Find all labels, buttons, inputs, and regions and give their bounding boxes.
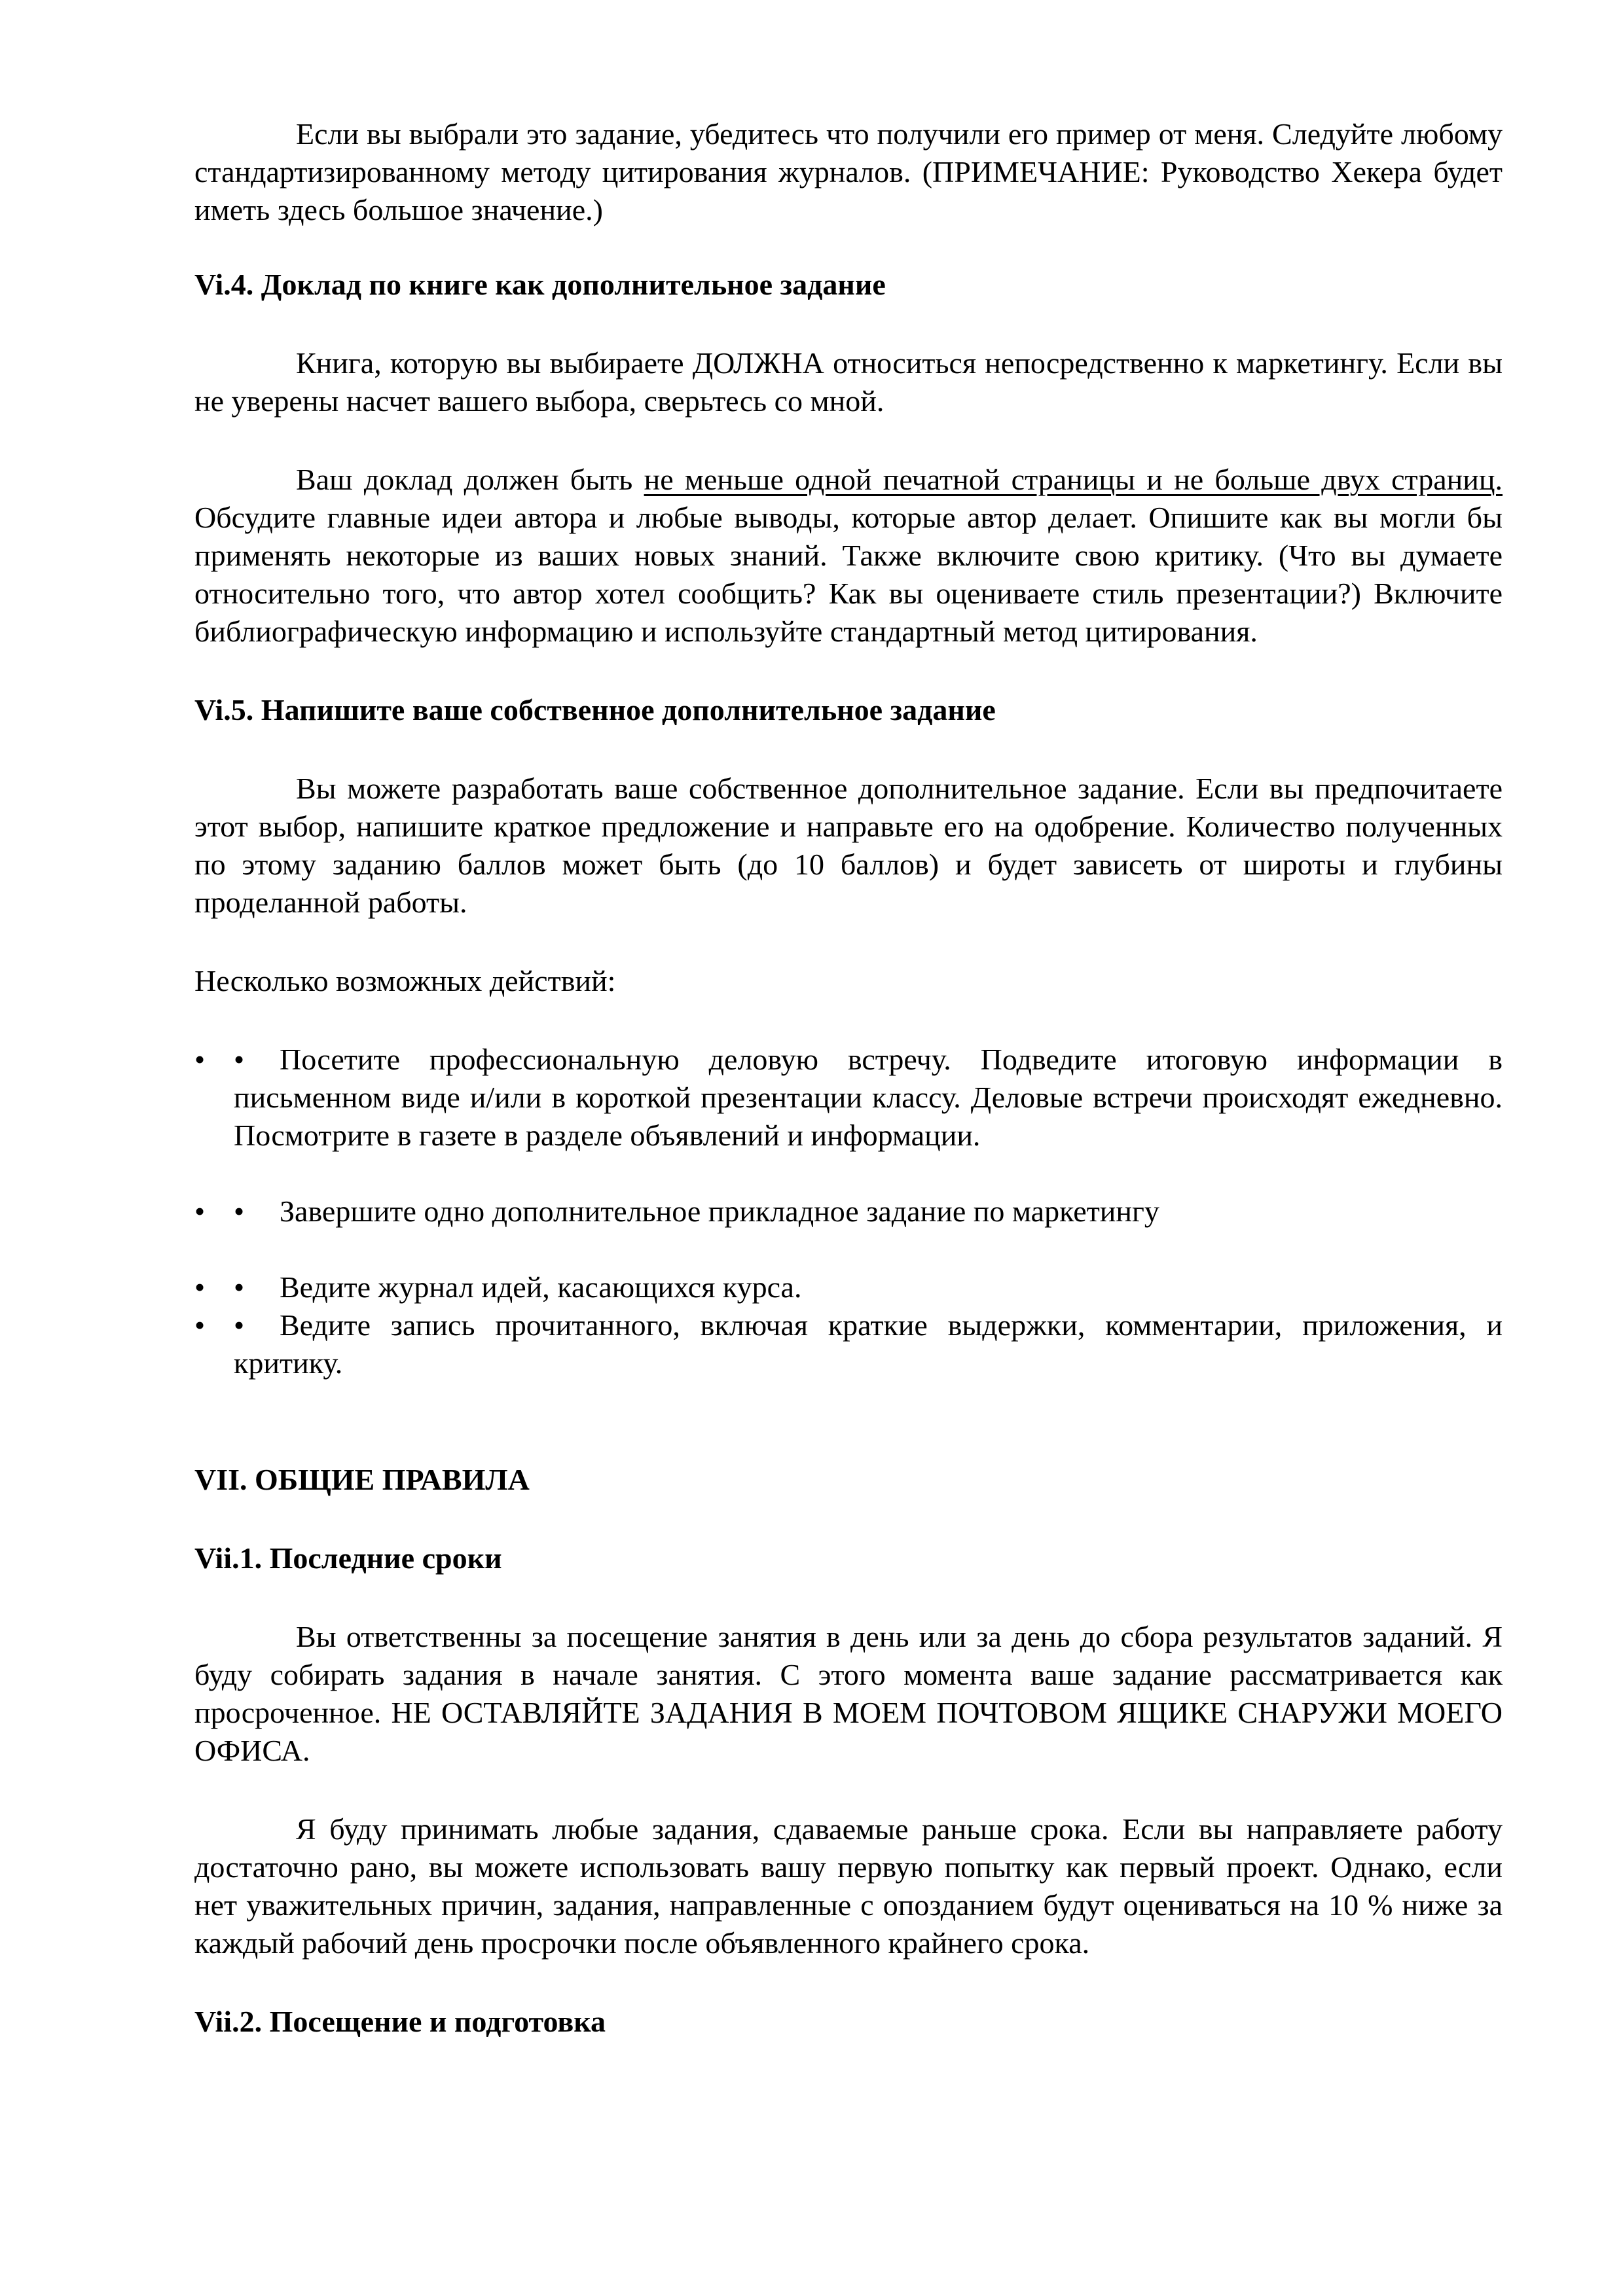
bullet-glyph: •	[234, 1270, 245, 1304]
report-length-underlined: не меньше одной печатной страницы и не больше двух страниц.	[644, 463, 1503, 496]
bullet-glyph: •	[194, 1308, 206, 1342]
list-item-text: Посетите профессиональную деловую встречу. Подведите итоговую информации в письменном виде и/или в короткой презентации классу. Деловые встречи происходят ежедневно. Посмотрите в газете в разделе объявлений и информации.	[234, 1043, 1503, 1152]
heading-vi4: Vi.4. Доклад по книге как дополнительное задание	[194, 268, 886, 301]
heading-vii2: Vii.2. Посещение и подготовка	[194, 2005, 606, 2038]
page-content	[194, 115, 1503, 2041]
list-item	[194, 1268, 1503, 1306]
paragraph-book-choice: Книга, которую вы выбираете ДОЛЖНА относиться непосредственно к маркетингу. Если вы не уверены насчет вашего выбора, сверьтесь со мной.	[194, 346, 1503, 418]
heading-vii1: Vii.1. Последние сроки	[194, 1541, 502, 1575]
paragraph-possible-actions: Несколько возможных действий:	[194, 964, 616, 997]
bullet-glyph: •	[194, 1043, 206, 1076]
paragraph-deadlines: Вы ответственны за посещение занятия в день или за день до сбора результатов заданий. Я буду собирать задания в начале занятия. С этого момента ваше задание рассматривается как просроченное. НЕ ОСТАВЛЯЙТЕ ЗАДАНИЯ В МОЕМ ПОЧТОВОМ ЯЩИКЕ СНАРУЖИ МОЕГО ОФИСА.	[194, 1620, 1503, 1767]
heading-vi5: Vi.5. Напишите ваше собственное дополнительное задание	[194, 693, 996, 726]
paragraph-own-assignment: Вы можете разработать ваше собственное дополнительное задание. Если вы предпочитаете этот выбор, напишите краткое предложение и направьте его на одобрение. Количество полученных по этому заданию баллов может быть (до 10 баллов) и будет зависеть от широты и глубины проделанной работы.	[194, 772, 1503, 919]
actions-list	[194, 1041, 1503, 1382]
bullet-glyph: •	[194, 1194, 206, 1228]
heading-vii: VII. ОБЩИЕ ПРАВИЛА	[194, 1463, 530, 1496]
list-item-text: Ведите запись прочитанного, включая краткие выдержки, комментарии, приложения, и критику.	[234, 1308, 1503, 1380]
report-lead-text: Ваш доклад должен быть	[296, 463, 644, 496]
list-item	[194, 1041, 1503, 1155]
list-item	[194, 1306, 1503, 1382]
paragraph-journal-citation: Если вы выбрали это задание, убедитесь что получили его пример от меня. Следуйте любому стандартизированному методу цитирования журналов. (ПРИМЕЧАНИЕ: Руководство Хекера будет иметь здесь большое значение.)	[194, 117, 1503, 226]
bullet-glyph: •	[234, 1043, 245, 1076]
list-item	[194, 1193, 1503, 1230]
report-rest-text: Обсудите главные идеи автора и любые выводы, которые автор делает. Опишите как вы могли бы применять некоторые из ваших новых знаний. Также включите свою критику. (Что вы думаете относительно того, что автор хотел сообщить? Как вы оцениваете стиль презентации?) Включите библиографическую информацию и используйте стандартный метод цитирования.	[194, 501, 1503, 648]
bullet-glyph: •	[234, 1194, 245, 1228]
bullet-glyph: •	[194, 1270, 206, 1304]
paragraph-early-submission: Я буду принимать любые задания, сдаваемые раньше срока. Если вы направляете работу достаточно рано, вы можете использовать вашу первую попытку как первый проект. Однако, если нет уважительных причин, задания, направленные с опозданием будут оцениваться на 10 % ниже за каждый рабочий день просрочки после объявленного крайнего срока.	[194, 1812, 1503, 1960]
bullet-glyph: •	[234, 1308, 245, 1342]
list-item-text: Завершите одно дополнительное прикладное задание по маркетингу	[280, 1194, 1159, 1228]
paragraph-book-report	[194, 461, 1503, 651]
list-item-text: Ведите журнал идей, касающихся курса.	[280, 1270, 802, 1304]
